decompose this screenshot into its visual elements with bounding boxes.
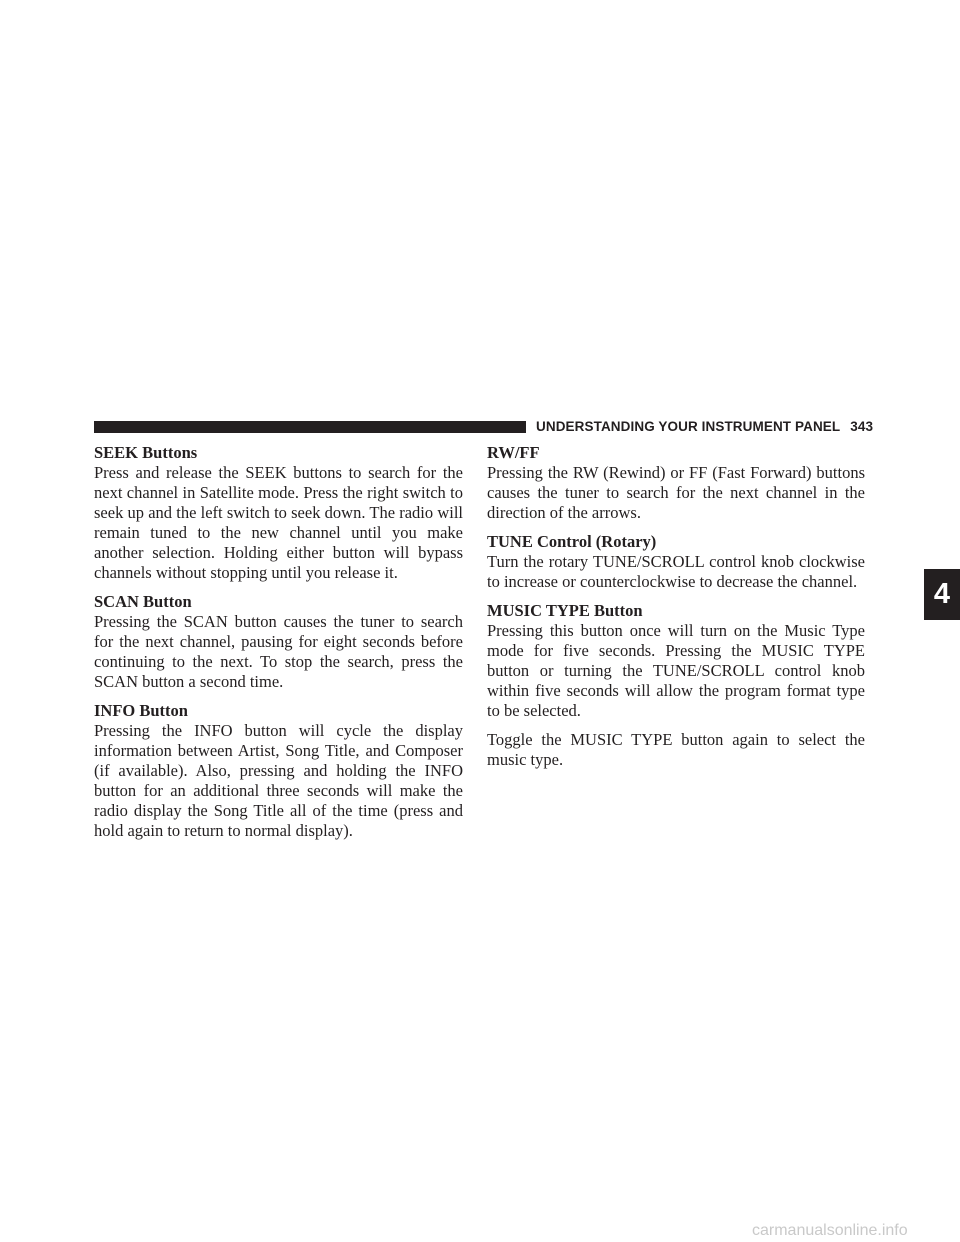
seek-section [94,443,463,583]
rwff-body: Pressing the RW (Rewind) or FF (Fast Forward) buttons causes the tuner to search for the next channel in the direction of the arrows. [487,463,865,522]
scan-heading: SCAN Button [94,592,192,611]
tune-body: Turn the rotary TUNE/SCROLL control knob clockwise to increase or counterclockwise to decrease the channel. [487,552,865,591]
music-type-section [487,601,865,721]
watermark: carmanualsonline.info [752,1222,908,1239]
scan-section [94,592,463,692]
left-column [94,443,463,850]
music-type-body: Pressing this button once will turn on the Music Type mode for five seconds. Pressing the MUSIC TYPE button or turning the TUNE/SCROLL control knob within five seconds will allow the program format type to be selected. [487,621,865,720]
seek-body: Press and release the SEEK buttons to search for the next channel in Satellite mode. Press the right switch to seek up and the left switch to seek down. The radio will remain tuned to the new channel until you make another selection. Holding either button will bypass channels without stopping until you release it. [94,463,463,582]
info-section [94,701,463,841]
scan-body: Pressing the SCAN button causes the tuner to search for the next channel, pausing for eight seconds before continuing to the next. To stop the search, press the SCAN button a second time. [94,612,463,691]
tune-section [487,532,865,592]
page-number: 343 [850,419,874,434]
right-column [487,443,865,779]
rwff-section [487,443,865,523]
running-header [536,419,873,434]
seek-heading: SEEK Buttons [94,443,198,462]
music-type-heading: MUSIC TYPE Button [487,601,643,620]
rwff-heading: RW/FF [487,443,540,462]
toggle-note: Toggle the MUSIC TYPE button again to select the music type. [487,730,865,769]
header-rule [94,421,526,433]
chapter-tab: 4 [924,569,960,620]
info-body: Pressing the INFO button will cycle the display information between Artist, Song Title, and Composer (if available). Also, pressing and holding the INFO button for an additional three seconds will make the radio display the Song Title all of the time (press and hold again to return to normal display). [94,721,463,840]
tune-heading: TUNE Control (Rotary) [487,532,657,551]
section-title: UNDERSTANDING YOUR INSTRUMENT PANEL [536,419,841,434]
info-heading: INFO Button [94,701,188,720]
